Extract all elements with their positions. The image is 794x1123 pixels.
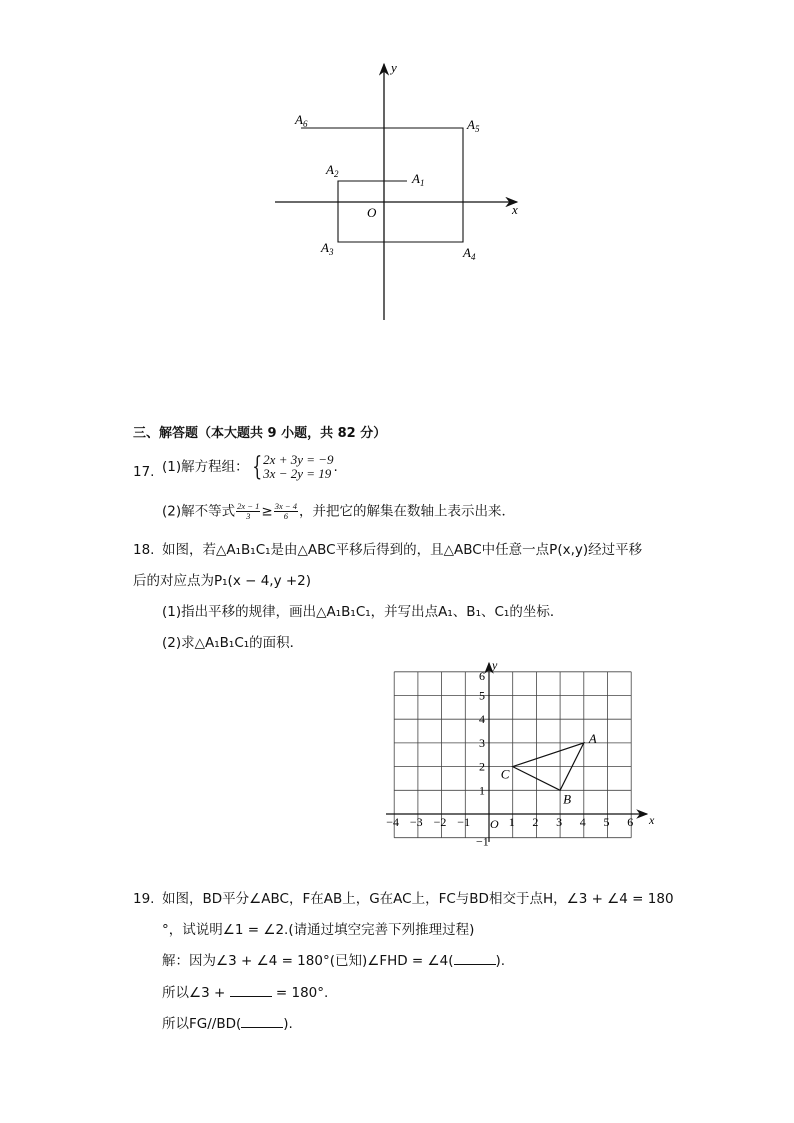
point-label-a3 [320, 240, 334, 257]
y-axis-label: y [391, 60, 397, 75]
q19-line1: 如图，BD平分∠ABC，F在AB上，G在AC上，FC与BD相交于点H，∠3 + ∠4 = 180 [162, 891, 674, 907]
point-label-a5 [466, 117, 480, 134]
q19-line4: 所以∠3 + = 180°. [162, 985, 329, 1001]
q18-line4: (2)求△A₁B₁C₁的面积． [162, 635, 304, 651]
q19-line5: 所以FG//BD( ). [162, 1016, 293, 1032]
y-tick-label: 3 [479, 735, 485, 750]
figure-coordinate-rectangles [260, 50, 540, 330]
y-axis-label: y [492, 660, 498, 672]
y-tick-label: −1 [476, 834, 489, 849]
x-tick-label: 6 [627, 815, 634, 829]
q17-part1: (1)解方程组： { 2x + 3y = −9 3x − 2y = 19 . [162, 452, 338, 482]
point-label-a2 [325, 162, 339, 179]
blank-2[interactable] [230, 984, 272, 997]
q18-line3: (1)指出平移的规律，画出△A₁B₁C₁，并写出点A₁、B₁、C₁的坐标． [162, 604, 564, 620]
y-tick-label: 5 [479, 688, 485, 703]
x-tick-label: −4 [386, 815, 399, 829]
q19-line2: °，试说明∠1 = ∠2.(请通过填空完善下列推理过程) [162, 922, 475, 938]
vertex-label-a: A [588, 730, 597, 746]
point-label-a1 [411, 171, 424, 188]
x-tick-label: 2 [532, 815, 539, 829]
svg-text:A1: $A_1$ [412, 171, 425, 188]
q17-part2: (2)解不等式 $\frac{2x - 1}{3}$ ≥ $\frac{3x - 4}{6}$ ，并把它的解集在数轴上表示出来． [162, 501, 515, 521]
x-axis-label: x [649, 813, 655, 827]
section-title: 三、解答题（本大题共 9 小题，共 82 分） [133, 426, 387, 441]
q17-eq2: 3x − 2y = 19 [263, 466, 332, 481]
y-tick-label: 1 [479, 783, 485, 798]
point-label-a4 [462, 245, 476, 262]
y-tick-label: 6 [479, 668, 485, 683]
q18-line2: 后的对应点为P₁(x − 4,y +2) [133, 573, 312, 589]
q18-line1: 如图，若△A₁B₁C₁是由△ABC平移后得到的，且△ABC中任意一点P(x,y)经过平移 [162, 542, 643, 558]
q18-number: 18. [133, 542, 155, 558]
x-tick-label: 1 [508, 815, 515, 829]
q17-eq1: 2x + 3y = −9 [263, 452, 334, 467]
vertex-label-c: C [500, 766, 510, 782]
y-tick-label: 4 [479, 712, 485, 727]
x-tick-label: 4 [579, 815, 586, 829]
brace-icon: { [251, 452, 262, 482]
x-tick-label: 3 [556, 815, 563, 829]
vertex-label-b: B [563, 791, 572, 807]
svg-text:A5: $A_5$ [467, 117, 480, 134]
svg-text:A2: $A_2$ [326, 162, 339, 179]
figure-grid-triangle [384, 660, 664, 850]
q19-number: 19. [133, 891, 155, 907]
blank-3[interactable] [241, 1015, 283, 1028]
q19-line3: 解：因为∠3 + ∠4 = 180°(已知)∠FHD = ∠4( ). [162, 953, 506, 969]
x-tick-label: −3 [409, 815, 423, 829]
blank-1[interactable] [454, 952, 496, 965]
x-tick-label: −1 [457, 815, 471, 829]
x-tick-label: 5 [603, 815, 610, 829]
svg-text:A6: $A_6$ [295, 112, 308, 129]
x-axis-label: x [512, 202, 518, 217]
origin-label: O [367, 205, 377, 220]
spiral-path [301, 128, 463, 242]
svg-text:A3: $A_3$ [321, 240, 334, 257]
x-tick-label: −2 [433, 815, 447, 829]
y-tick-label: 2 [479, 759, 485, 774]
q17-number: 17. [133, 464, 155, 480]
point-label-a6 [294, 112, 308, 129]
svg-text:A4: $A_4$ [463, 245, 476, 262]
origin-label: O [490, 817, 499, 831]
